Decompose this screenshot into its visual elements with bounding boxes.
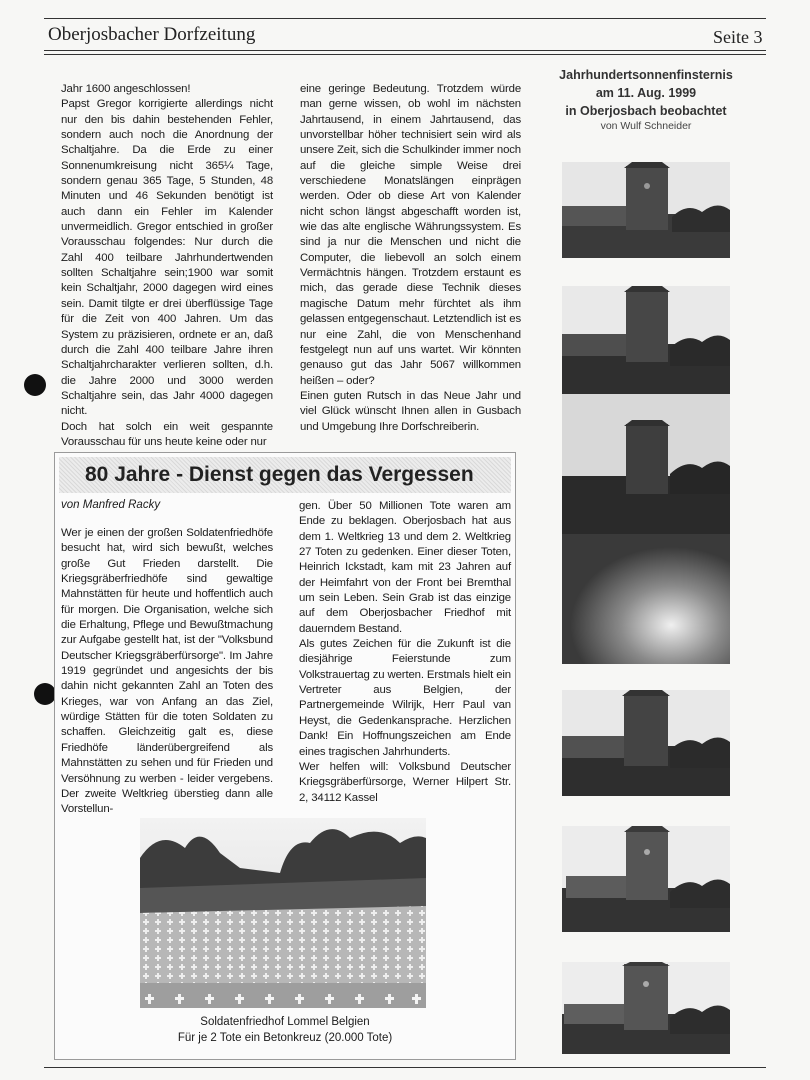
article1-paragraph: Doch hat solch ein weit gespannte Vorausschau für uns heute keine oder nur — [61, 420, 273, 448]
binder-hole-top — [24, 374, 46, 396]
article1-paragraph: Jahr 1600 angeschlossen! — [61, 83, 191, 95]
page-number: Seite 3 — [713, 27, 763, 47]
article2-paragraph: Wer je einen der großen Soldatenfriedhöfe besucht hat, wird sich bewußt, welches große Gut Frieden darstellt. Die Kriegsgräberfriedhöfe sind gewaltige Mahnstätten für heute und hoffentlich auch für morgen. Die Organisation, welche sich die Erhaltung, Pflege und Bewußtmachung zur Aufgabe gestellt hat, ist der "Volksbund Deutscher Kriegsgräberfürsorge". Im Jahre 1919 gegründet und angesichts der bis dahin nicht gekannten Zahl an Toten des Krieges, war von Anfang an das Ziel, würdige Stätten für die toten Soldaten zu schaffen. Gleichzeitig galt es, diese Friedhöfe länderübergreifend als Mahnstätten zu sehen und für Frieden und Versöhnung zu werben - leider vergebens. Der zweite Weltkrieg überstieg dann alle Vorstellun- — [61, 527, 273, 816]
sidebar-title-line: Jahrhundertsonnenfinsternis — [559, 68, 733, 82]
header-rule-2 — [44, 54, 766, 55]
eclipse-photo-5 — [562, 690, 730, 796]
cemetery-photo — [140, 818, 426, 1008]
eclipse-photo-7 — [562, 962, 730, 1054]
sidebar-title — [556, 66, 736, 120]
article1-column-2 — [300, 82, 521, 435]
article1-paragraph: eine geringe Bedeutung. Trotzdem würde man gerne wissen, ob wohl im nächsten Jahrtausend, in einem Jahrtausend, das unvorstellbar höher technisiert sein wird als unsere Zeit, sich die Schulkinder immer noch auf die gleiche simple Weise drei verschiedene Monatslängen einprägen werden. Oder ob diese Art von Kalender nicht schon längst abgeschafft worden ist, wie das alte englische Währungssystem. Es sind ja nur die Menschen und nicht die Computer, die liebevoll an solch einem Vermächtnis hängen. Trotzdem erstaunt es mich, das gerade diese Technik dieses magische Datum mehr fürchtet als ihm gelassen entgegenschaut. Letztendlich ist es nur eine Zahl, die von Menschenhand festgelegt nun auf uns wartet. Wir könnten genauso gut das Jahr 5067 willkommen heißen – oder? — [300, 83, 521, 387]
header-rule — [44, 50, 766, 51]
top-rule — [44, 18, 766, 19]
article2-paragraph: gen. Über 50 Millionen Tote waren am Ende zu beklagen. Oberjosbach hat aus dem 1. Weltkrieg 13 und dem 2. Weltkrieg 27 Toten zu gedenken. Einer dieser Toten, Heinrich Ickstadt, kam mit 23 Jahren auf der Heimfahrt von der Front bei Bremthal um sein Leben. Sein Grab ist das einzige auf dem Oberjosbacher Friedhof mit dauerndem Bestand. — [299, 500, 511, 635]
eclipse-photo-3 — [562, 394, 730, 534]
article2-column-1 — [61, 526, 273, 818]
article2-headline: 80 Jahre - Dienst gegen das Vergessen — [59, 457, 511, 493]
binder-hole-bottom — [34, 683, 56, 705]
sidebar-title-line: am 11. Aug. 1999 — [595, 86, 697, 100]
article2-paragraph: Wer helfen will: Volksbund Deutscher Kriegsgräberfürsorge, Werner Hilpert Str. 2, 34112 Kassel — [299, 760, 511, 804]
article2-paragraph: Als gutes Zeichen für die Zukunft ist die diesjährige Feierstunde zum Volkstrauertag zu werten. Erstmals hielt ein Vertreter aus Belgien, der Partnergemeinde Wilrijk, Herr Paul van Heyst, die Gedenkansprache. Herzlichen Dank! Ein Hoffnungszeichen am Ende eines tragischen Jahrhunderts. — [299, 638, 511, 758]
eclipse-photo-4 — [562, 534, 730, 664]
photo-caption-line-1: Soldatenfriedhof Lommel Belgien — [200, 1016, 370, 1028]
photo-caption-line-2: Für je 2 Tote ein Betonkreuz (20.000 Tote) — [177, 1032, 393, 1044]
article2-column-2 — [299, 499, 511, 806]
newspaper-title: Oberjosbacher Dorfzeitung — [48, 24, 256, 45]
eclipse-photo-1 — [562, 162, 730, 258]
article2-byline: von Manfred Racky — [61, 499, 161, 511]
bottom-rule — [44, 1067, 766, 1068]
eclipse-photo-6 — [562, 826, 730, 932]
eclipse-photo-2 — [562, 286, 730, 394]
article1-column-1 — [61, 82, 273, 450]
article1-paragraph: Einen guten Rutsch in das Neue Jahr und viel Glück wünscht Ihnen allen in Gusbach und Umgebung Ihre Dorfschreiberin. — [300, 389, 521, 433]
sidebar-title-line: in Oberjosbach beobachtet — [565, 104, 727, 118]
sidebar-byline: von Wulf Schneider — [600, 120, 692, 132]
article1-paragraph: Papst Gregor korrigierte allerdings nicht nur den bis dahin bestehenden Fehler, sondern auch noch die Anordnung der Schaltjahre. Da die Erde zu einer Sonnenumkreisung nicht 365¼ Tage, sondern genau 365 Tage, 5 Stunden, 48 Minuten und 46 Sekunden benötigt ist auch dann ein Fehler im Kalender unvermeidlich. Gregor entschied in großer Vorausschau folgendes: Nur durch die Zahl 400 teilbare Jahrhundertwenden sollten Schaltjahre sein;1900 war somit kein Schaltjahr, 2000 dagegen wird eines sein. Damit tilgte er drei überflüssige Tage für die Zeit von 400 Jahren. Um das System zu präzisieren, ordnete er an, daß durch die Zahl 400 teilbare Jahre ihren Schaltjahrcharakter verlieren sollten, d.h. die Jahre 2000 und 3000 werden Schaltjahre sein, das Jahr 4000 dagegen nicht. — [61, 98, 273, 418]
